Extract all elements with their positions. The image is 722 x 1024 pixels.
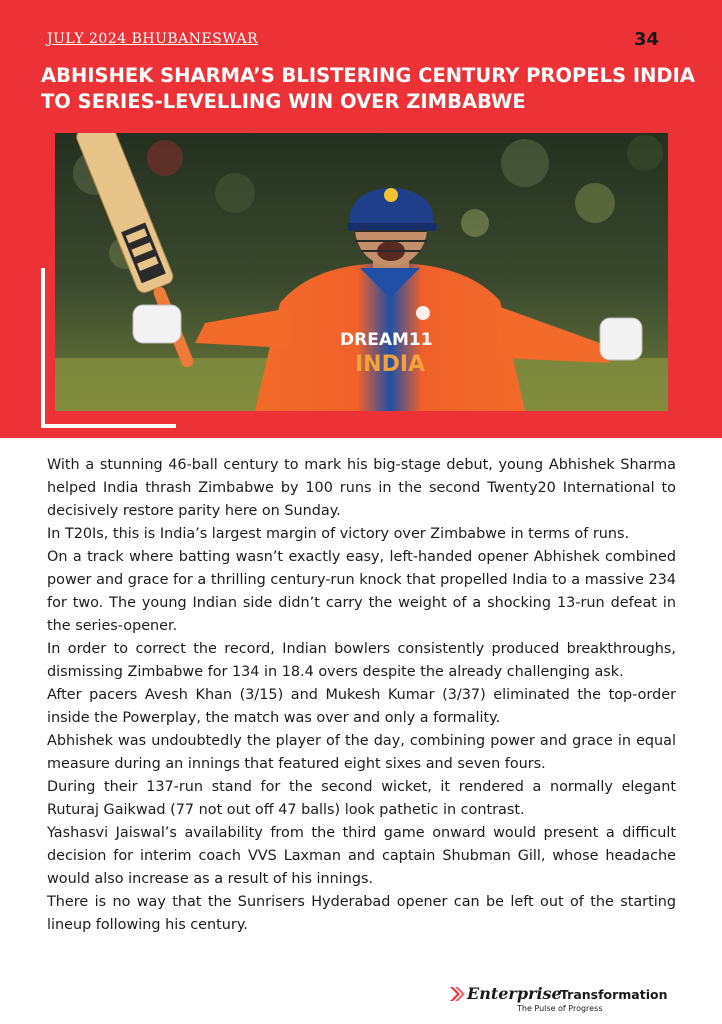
brand-name-primary: Enterprise xyxy=(467,984,562,1003)
article-paragraph: On a track where batting wasn’t exactly easy, left-handed opener Abhishek combined power and grace for a thrilling century-run knock that propelled India to a massive 234 for two. The young Indian side didn’t carry the weight of a shocking 13-run defeat in the series-opener. xyxy=(47,549,676,634)
headline: ABHISHEK SHARMA’S BLISTERING CENTURY PROPELS INDIA TO SERIES-LEVELLING WIN OVER ZIMBABWE xyxy=(41,64,695,113)
jersey-sponsor-text: DREAM11 xyxy=(340,330,433,350)
publication-logo xyxy=(449,985,675,1015)
dateline: JULY 2024 BHUBANESWAR xyxy=(47,31,259,47)
article-paragraph: Abhishek was undoubtedly the player of the day, combining power and grace in equal measure during an innings that featured eight sixes and seven fours. xyxy=(47,733,676,772)
brand-name-secondary: Transformation xyxy=(560,987,668,1002)
article-paragraph: During their 137-run stand for the second wicket, it rendered a normally elegant Ruturaj Gaikwad (77 not out off 47 balls) look pathetic in contrast. xyxy=(47,779,676,818)
photo-frame-accent-vertical xyxy=(41,268,45,428)
article-paragraph: Yashasvi Jaiswal’s availability from the third game onward would present a difficult decision for interim coach VVS Laxman and captain Shubman Gill, whose headache would also increase as a result of his innings. xyxy=(47,825,676,887)
jersey-team-text: INDIA xyxy=(355,352,426,377)
article-photo xyxy=(55,133,668,411)
article-paragraph: After pacers Avesh Khan (3/15) and Mukesh Kumar (3/37) eliminated the top-order inside the Powerplay, the match was over and only a formality. xyxy=(47,687,676,726)
brand-tagline: The Pulse of Progress xyxy=(517,1004,603,1013)
article-paragraph: In order to correct the record, Indian bowlers consistently produced breakthroughs, dismissing Zimbabwe for 134 in 18.4 overs despite the already challenging ask. xyxy=(47,641,676,680)
cricketer-celebration-illustration xyxy=(55,133,668,411)
article-paragraph: There is no way that the Sunrisers Hyderabad opener can be left out of the starting lineup following his century. xyxy=(47,894,676,933)
article-body xyxy=(47,454,676,937)
photo-frame-accent-horizontal xyxy=(41,424,176,428)
brand-chevron-icon xyxy=(449,986,465,1002)
article-paragraph: In T20Is, this is India’s largest margin of victory over Zimbabwe in terms of runs. xyxy=(47,526,630,542)
article-paragraph: With a stunning 46-ball century to mark his big-stage debut, young Abhishek Sharma helped India thrash Zimbabwe by 100 runs in the second Twenty20 International to decisively restore parity here on Sunday. xyxy=(47,457,676,519)
page-number: 34 xyxy=(634,29,660,50)
